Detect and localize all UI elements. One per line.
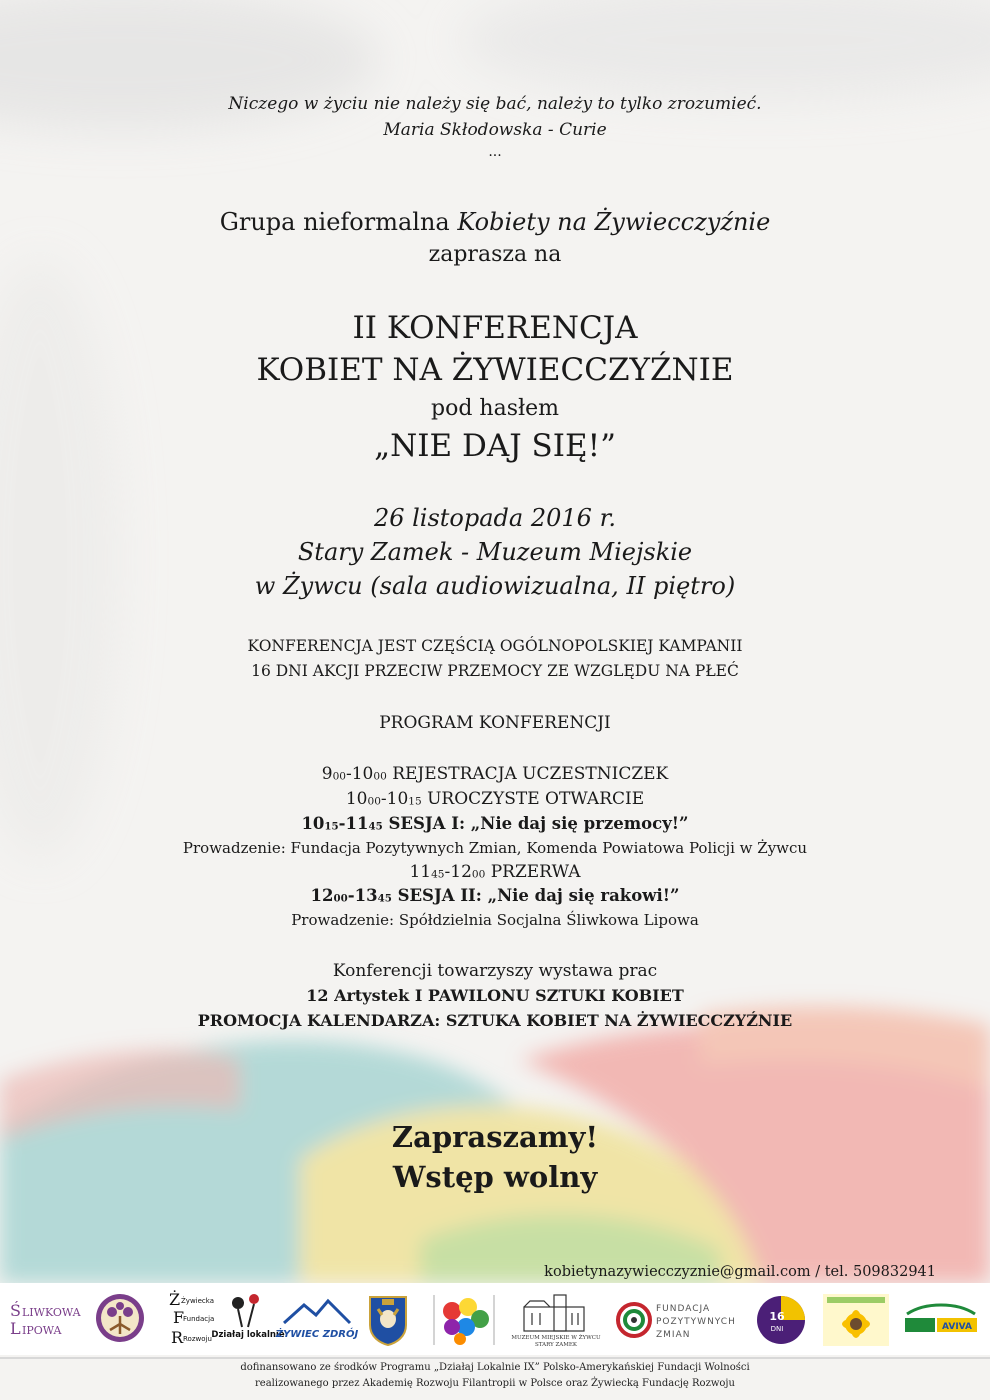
program-item-session-2: $12_{00}-13_{45}$ SESJA II: „Nie daj się rakowi!” xyxy=(310,886,680,905)
logo-zywiecka-fundacja-rozwoju xyxy=(167,1290,217,1350)
funding-line-1: dofinansowano ze środków Programu „Działaj Lokalnie IX” Polsko-Amerykańskiej Fundacji Wolności xyxy=(240,1362,750,1373)
colorful-hands-icon xyxy=(422,1291,506,1349)
zfr-line-2: Fundacja xyxy=(183,1315,215,1323)
sliwkowa-initial-l: L xyxy=(10,1319,21,1338)
sunflower-icon xyxy=(823,1294,889,1346)
exhibition-line-3: PROMOCJA KALENDARZA: SZTUKA KOBIET NA ŻYWIECCZYŹNIE xyxy=(197,1011,793,1030)
intro-prefix: Grupa nieformalna xyxy=(219,208,458,236)
dni-label: DNI xyxy=(770,1325,784,1333)
session-2-lead: Prowadzenie: Spółdzielnia Socjalna Śliwkowa Lipowa xyxy=(291,911,699,929)
program-item-break: $11_{45}-12_{00}$ PRZERWA xyxy=(409,862,581,882)
logo-16-dni xyxy=(754,1290,808,1350)
logo-zywiec-zdroj xyxy=(275,1290,359,1350)
muzeum-line-2: STARY ZAMEK xyxy=(534,1342,578,1348)
title-line-2: KOBIET NA ŻYWIECCZYŹNIE xyxy=(256,352,734,388)
spiral-icon xyxy=(618,1304,650,1336)
logo-muzeum-stary-zamek xyxy=(511,1290,601,1350)
logo-hands xyxy=(422,1290,506,1350)
aviva-label: AVIVA xyxy=(942,1322,972,1332)
plum-tree-icon xyxy=(96,1294,144,1342)
coat-of-arms-icon xyxy=(368,1293,408,1347)
program-item-session-1: $10_{15}-11_{45}$ SESJA I: „Nie daj się przemocy!” xyxy=(301,814,689,833)
funding-line-2: realizowanego przez Akademię Rozwoju Filantropii w Polsce oraz Żywiecką Fundację Rozwoju xyxy=(255,1378,735,1389)
svg-text:R: R xyxy=(171,1328,184,1347)
quote-text: Niczego w życiu nie należy się bać, należy to tylko zrozumieć. xyxy=(228,94,762,114)
fpz-line-3: ZMIAN xyxy=(656,1330,691,1340)
intro-invites: zaprasza na xyxy=(428,242,562,267)
contact-line xyxy=(544,1264,936,1280)
campaign-line-1: KONFERENCJA JEST CZĘŚCIĄ OGÓLNOPOLSKIEJ KAMPANII xyxy=(247,637,743,655)
invite-line-1: Zapraszamy! xyxy=(391,1120,599,1154)
campaign-line-2: 16 DNI AKCJI PRZECIW PRZEMOCY ZE WZGLĘDU NA PŁEĆ xyxy=(251,662,739,680)
quote-ellipsis: ... xyxy=(488,144,502,160)
zywiec-zdroj-label: ŻYWIEC ZDRÓJ xyxy=(275,1329,359,1340)
invite-line-2: Wstęp wolny xyxy=(392,1160,598,1194)
logo-zywiec-coat-of-arms xyxy=(366,1290,410,1350)
motto-prefix: pod hasłem xyxy=(431,396,559,421)
intro-line xyxy=(0,208,990,236)
program-item-opening: $10_{00}-10_{15}$ UROCZYSTE OTWARCIE xyxy=(345,789,645,809)
quote-author: Maria Skłodowska - Curie xyxy=(383,120,607,140)
program-item-registration: $9_{00}-10_{00}$ REJESTRACJA UCZESTNICZEK xyxy=(321,764,669,784)
title-line-1: II KONFERENCJA xyxy=(352,310,638,346)
sliwkowa-text-1: LIWKOWA xyxy=(22,1306,81,1319)
group-name: Kobiety na Żywiecczyźnie xyxy=(457,208,771,236)
logo-sliwkowa-lipowa xyxy=(10,1290,160,1350)
logo-aviva xyxy=(900,1290,982,1350)
fpz-line-2: POZYTYWNYCH xyxy=(656,1317,736,1327)
svg-text:F: F xyxy=(173,1308,185,1327)
footer-divider xyxy=(0,1357,990,1359)
muzeum-line-1: MUZEUM MIEJSKIE W ŻYWCU xyxy=(511,1335,601,1341)
mountain-icon xyxy=(284,1301,350,1323)
session-1-lead: Prowadzenie: Fundacja Pozytywnych Zmian, Komenda Powiatowa Policji w Żywcu xyxy=(182,839,808,857)
logo-fundacja-pozytywnych-zmian xyxy=(612,1290,744,1350)
sliwkowa-text-2: IPOWA xyxy=(22,1324,62,1337)
event-place: w Żywcu (sala audiowizualna, II piętro) xyxy=(254,572,736,600)
svg-text:Ż: Ż xyxy=(169,1290,181,1309)
contact-separator: / tel. xyxy=(810,1264,853,1280)
zfr-line-3: Rozwoju xyxy=(183,1335,212,1343)
sliwkowa-initial-s: Ś xyxy=(10,1301,21,1320)
zfr-line-1: Żywiecka xyxy=(181,1297,214,1305)
fpz-line-1: FUNDACJA xyxy=(656,1304,711,1314)
event-date: 26 listopada 2016 r. xyxy=(373,504,617,532)
castle-icon xyxy=(524,1295,584,1331)
contact-email[interactable]: kobietynazywiecczyznie@gmail.com xyxy=(544,1264,811,1280)
flower-icon xyxy=(232,1294,259,1327)
dni-number: 16 xyxy=(769,1310,785,1323)
exhibition-line-1: Konferencji towarzyszy wystawa prac xyxy=(332,961,658,981)
exhibition-line-2: 12 Artystek I PAWILONU SZTUKI KOBIET xyxy=(306,986,684,1005)
logo-dzialaj-lokalnie xyxy=(211,1290,285,1350)
contact-phone[interactable]: 509832941 xyxy=(852,1264,936,1280)
logo-sunflower xyxy=(822,1290,890,1350)
motto: „NIE DAJ SIĘ!” xyxy=(374,428,616,464)
program-heading: PROGRAM KONFERENCJI xyxy=(379,713,611,733)
event-venue: Stary Zamek - Muzeum Miejskie xyxy=(297,538,693,566)
dzialaj-label: Działaj lokalnie xyxy=(211,1330,285,1340)
